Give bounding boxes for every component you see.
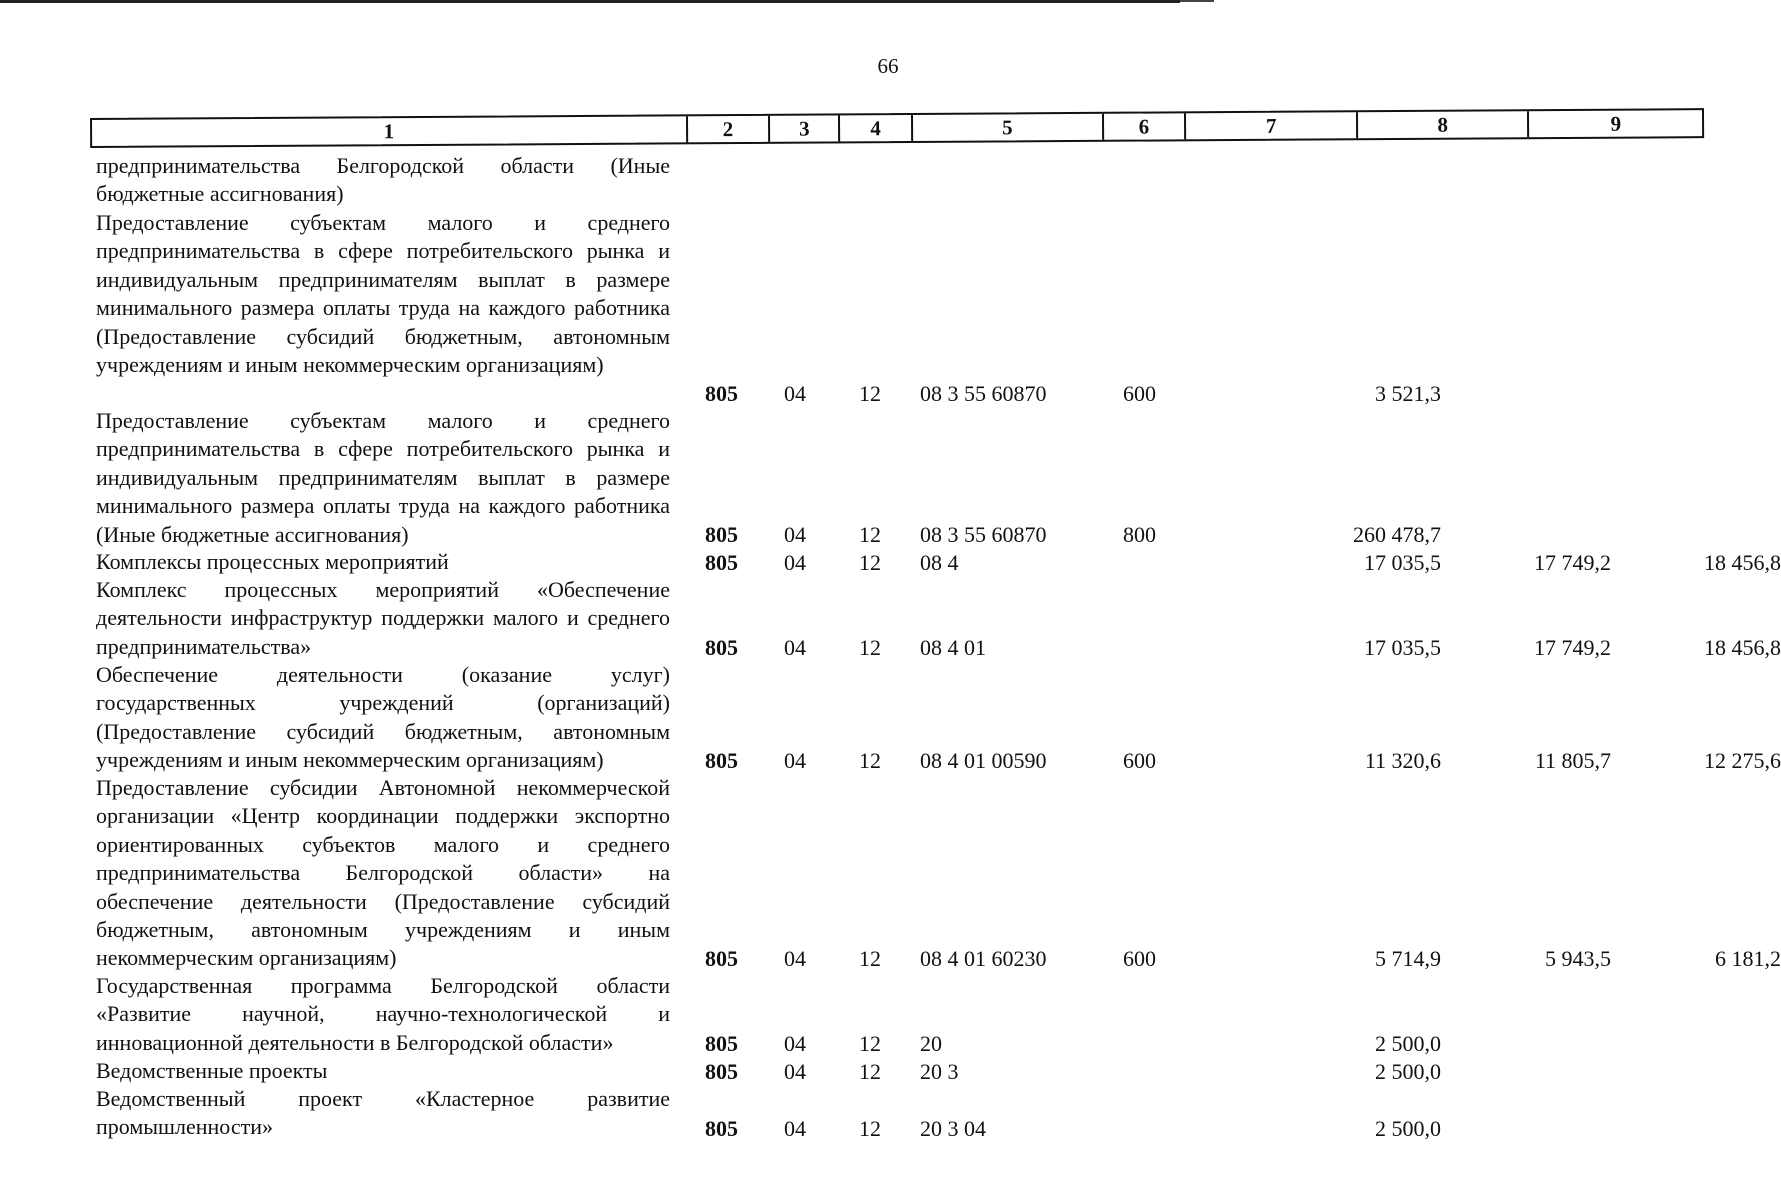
column-header-8: 8 — [1358, 111, 1530, 138]
column-header-1: 1 — [92, 116, 688, 146]
cell-col6: 600 — [1123, 380, 1156, 406]
cell-col4: 12 — [859, 1115, 881, 1141]
cell-col3: 04 — [784, 1030, 806, 1056]
cell-col2: 805 — [705, 634, 738, 660]
row-description: Предоставление субсидии Автономной некоммерческой организации «Центр координации поддержки экспортно ориентированных субъектов малого и среднего предпринимательства Белгородской области» на обеспечение деятельности (Предоставление субсидий бюджетным, автономным учреждениям и иным некоммерческим организациям) — [96, 775, 670, 971]
cell-col7: 11 320,6 — [1364, 747, 1441, 773]
cell-col8: 17 749,2 — [1534, 634, 1611, 660]
table-row — [96, 576, 1781, 662]
row-description: Комплекс процессных мероприятий «Обеспечение деятельности инфраструктур поддержки малого и среднего предпринимательства» — [96, 577, 670, 659]
cell-col4: 12 — [859, 380, 881, 406]
cell-col2: 805 — [705, 1058, 738, 1084]
cell-col4: 12 — [859, 1030, 881, 1056]
cell-col6: 600 — [1123, 747, 1156, 773]
cell-col2: 805 — [705, 380, 738, 406]
cell-col3: 04 — [784, 380, 806, 406]
cell-col7: 17 035,5 — [1364, 634, 1441, 660]
cell-col4: 12 — [859, 1058, 881, 1084]
column-header-9: 9 — [1610, 111, 1622, 136]
row-description: Ведомственные проекты — [96, 1058, 328, 1083]
row-description: Ведомственный проект «Кластерное развитие промышленности» — [96, 1086, 670, 1140]
cell-col7: 17 035,5 — [1364, 549, 1441, 575]
cell-col8: 11 805,7 — [1534, 747, 1611, 773]
cell-col5: 20 3 — [920, 1058, 959, 1084]
cell-col6: 800 — [1123, 521, 1156, 547]
cell-col5: 08 3 55 60870 — [920, 380, 1047, 406]
cell-col5: 20 — [920, 1030, 942, 1056]
column-header-4: 4 — [840, 115, 913, 141]
table-row — [96, 661, 1781, 775]
page-number: 66 — [877, 54, 899, 78]
cell-col7: 2 500,0 — [1375, 1115, 1441, 1141]
column-header-3: 3 — [770, 115, 840, 141]
cell-col3: 04 — [784, 945, 806, 971]
table-row — [96, 407, 1696, 549]
cell-col5: 08 4 01 00590 — [920, 747, 1047, 773]
cell-col4: 12 — [859, 945, 881, 971]
column-header-2: 2 — [688, 116, 771, 143]
cell-col2: 805 — [705, 747, 738, 773]
table-row — [96, 774, 1781, 973]
column-header-6: 6 — [1103, 113, 1186, 140]
table-row — [96, 1085, 1696, 1143]
cell-col3: 04 — [784, 1058, 806, 1084]
table-row — [96, 1057, 1696, 1086]
table-row — [96, 209, 1696, 408]
cell-col8: 17 749,2 — [1534, 549, 1611, 575]
column-header-7: 7 — [1186, 112, 1358, 139]
cell-col3: 04 — [784, 634, 806, 660]
cell-col7: 2 500,0 — [1375, 1030, 1441, 1056]
row-description: Предоставление субъектам малого и среднего предпринимательства в сфере потребительского рынка и индивидуальным предпринимателям выплат в размере минимального размера оплаты труда на каждого работника (Предоставление субсидий бюджетным, автономным учреждениям и иным некоммерческим организациям) — [96, 210, 670, 378]
cell-col2: 805 — [705, 945, 738, 971]
cell-col3: 04 — [784, 1115, 806, 1141]
table-header-row — [90, 108, 1704, 148]
cell-col8: 5 943,5 — [1545, 945, 1611, 971]
cell-col6: 600 — [1123, 945, 1156, 971]
table-row — [96, 152, 1696, 210]
cell-col7: 260 478,7 — [1353, 521, 1441, 547]
cell-col3: 04 — [784, 549, 806, 575]
cell-col4: 12 — [859, 549, 881, 575]
cell-col4: 12 — [859, 747, 881, 773]
row-description: Комплексы процессных мероприятий — [96, 549, 449, 574]
row-description: Обеспечение деятельности (оказание услуг) государственных учреждений (организаций) (Предоставление субсидий бюджетным, автономным учреждениям и иным некоммерческим организациям) — [96, 662, 670, 773]
cell-col7: 5 714,9 — [1375, 945, 1441, 971]
cell-col5: 08 4 — [920, 549, 959, 575]
cell-col2: 805 — [705, 1115, 738, 1141]
cell-col2: 805 — [705, 1030, 738, 1056]
row-description: предпринимательства Белгородской области (Иные бюджетные ассигнования) — [96, 153, 670, 207]
cell-col4: 12 — [859, 634, 881, 660]
cell-col2: 805 — [705, 521, 738, 547]
cell-col9: 18 456,8 — [1704, 549, 1781, 575]
row-description: Государственная программа Белгородской области «Развитие научной, научно-технологической и инновационной деятельности в Белгородской области» — [96, 973, 670, 1055]
row-description: Предоставление субъектам малого и среднего предпринимательства в сфере потребительского рынка и индивидуальным предпринимателям выплат в размере минимального размера оплаты труда на каждого работника (Иные бюджетные ассигнования) — [96, 408, 670, 547]
cell-col5: 20 3 04 — [920, 1115, 986, 1141]
cell-col9: 6 181,2 — [1715, 945, 1781, 971]
cell-col5: 08 4 01 60230 — [920, 945, 1047, 971]
table-row — [96, 548, 1781, 577]
table-row — [96, 972, 1696, 1058]
cell-col9: 12 275,6 — [1704, 747, 1781, 773]
cell-col2: 805 — [705, 549, 738, 575]
cell-col9: 18 456,8 — [1704, 634, 1781, 660]
cell-col7: 3 521,3 — [1375, 380, 1441, 406]
cell-col4: 12 — [859, 521, 881, 547]
cell-col7: 2 500,0 — [1375, 1058, 1441, 1084]
cell-col3: 04 — [784, 747, 806, 773]
cell-col3: 04 — [784, 521, 806, 547]
cell-col5: 08 3 55 60870 — [920, 521, 1047, 547]
cell-col5: 08 4 01 — [920, 634, 986, 660]
scan-edge-line — [1180, 0, 1214, 2]
column-header-5: 5 — [913, 114, 1104, 141]
scan-edge-line — [0, 0, 1180, 3]
